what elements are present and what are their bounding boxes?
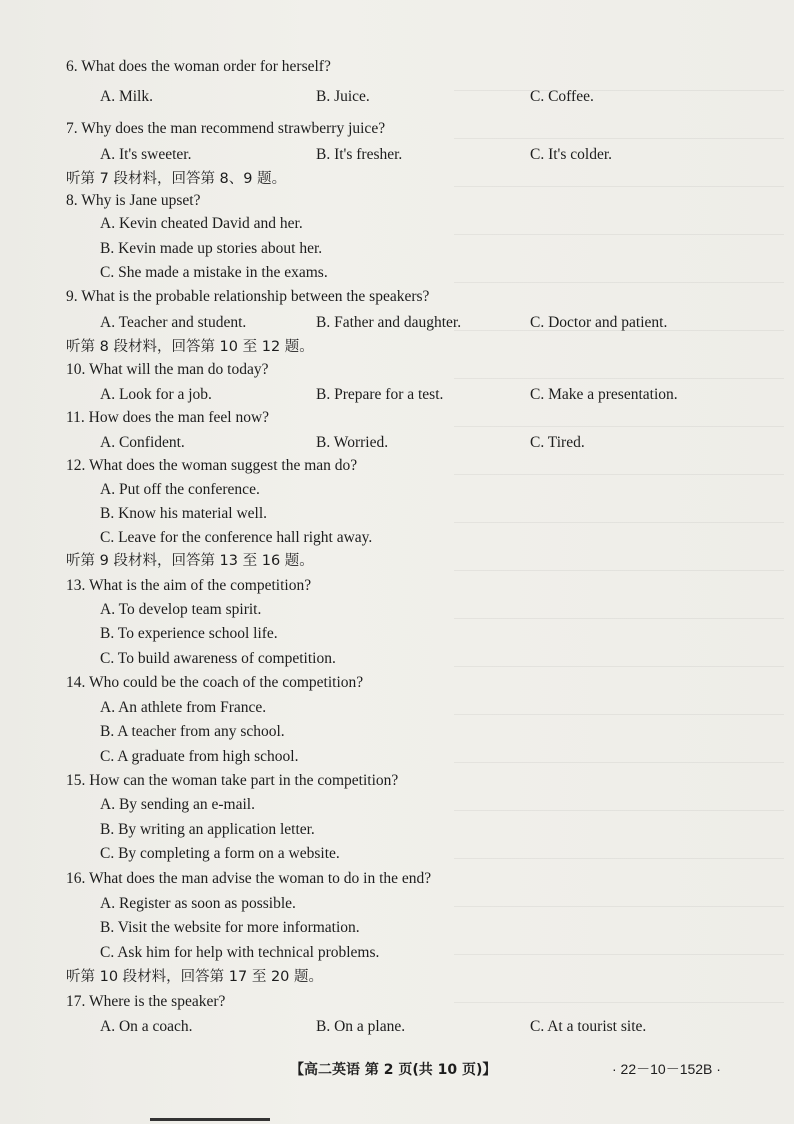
option-text: B. Kevin made up stories about her. [100, 240, 323, 257]
option-text: A. An athlete from France. [100, 699, 267, 716]
question-text: 6. What does the woman order for herself? [66, 58, 331, 75]
section-instruction: 听第 7 段材料，回答第 8、9 题。 [66, 171, 287, 187]
option-c: C. Tired. [530, 434, 585, 451]
question-text: 15. How can the woman take part in the competition? [66, 772, 399, 789]
page-footer-title: 【高二英语 第 2 页(共 10 页)】 [290, 1062, 497, 1078]
question-text: 14. Who could be the coach of the competition? [66, 674, 364, 691]
question-text: 10. What will the man do today? [66, 361, 269, 378]
option-a: A. Confident. [100, 434, 185, 451]
option-c: C. At a tourist site. [530, 1018, 647, 1035]
bleed-through-texture [454, 60, 784, 1040]
option-text: C. Ask him for help with technical problems. [100, 944, 380, 961]
question-text: 13. What is the aim of the competition? [66, 577, 312, 594]
question-text: 8. Why is Jane upset? [66, 192, 201, 209]
option-text: C. A graduate from high school. [100, 748, 299, 765]
option-text: A. Register as soon as possible. [100, 895, 296, 912]
option-text: C. To build awareness of competition. [100, 650, 336, 667]
option-a: A. Milk. [100, 88, 153, 105]
option-text: A. By sending an e-mail. [100, 796, 255, 813]
question-text: 7. Why does the man recommend strawberry juice? [66, 120, 386, 137]
option-c: C. Doctor and patient. [530, 314, 668, 331]
option-text: B. Know his material well. [100, 505, 268, 522]
option-c: C. Make a presentation. [530, 386, 678, 403]
option-b: B. On a plane. [316, 1018, 406, 1035]
option-text: C. She made a mistake in the exams. [100, 264, 328, 281]
question-text: 12. What does the woman suggest the man do? [66, 457, 358, 474]
option-text: C. Leave for the conference hall right away. [100, 529, 373, 546]
question-text: 16. What does the man advise the woman to do in the end? [66, 870, 432, 887]
option-c: C. It's colder. [530, 146, 613, 163]
option-a: A. It's sweeter. [100, 146, 192, 163]
option-b: B. Worried. [316, 434, 389, 451]
page-footer-code: · 22－10－152B · [612, 1061, 721, 1077]
section-instruction: 听第 8 段材料，回答第 10 至 12 题。 [66, 339, 314, 355]
option-text: C. By completing a form on a website. [100, 845, 340, 862]
option-c: C. Coffee. [530, 88, 594, 105]
question-text: 9. What is the probable relationship between the speakers? [66, 288, 430, 305]
question-text: 11. How does the man feel now? [66, 409, 270, 426]
option-text: A. Kevin cheated David and her. [100, 215, 303, 232]
option-text: B. To experience school life. [100, 625, 278, 642]
option-b: B. It's fresher. [316, 146, 403, 163]
option-text: B. By writing an application letter. [100, 821, 315, 838]
option-b: B. Prepare for a test. [316, 386, 444, 403]
option-text: A. Put off the conference. [100, 481, 260, 498]
option-text: B. Visit the website for more information. [100, 919, 360, 936]
option-text: A. To develop team spirit. [100, 601, 262, 618]
option-text: B. A teacher from any school. [100, 723, 285, 740]
option-a: A. Teacher and student. [100, 314, 247, 331]
option-a: A. On a coach. [100, 1018, 193, 1035]
section-instruction: 听第 9 段材料，回答第 13 至 16 题。 [66, 553, 314, 569]
option-b: B. Father and daughter. [316, 314, 462, 331]
option-b: B. Juice. [316, 88, 370, 105]
question-text: 17. Where is the speaker? [66, 993, 226, 1010]
option-a: A. Look for a job. [100, 386, 212, 403]
section-instruction: 听第 10 段材料，回答第 17 至 20 题。 [66, 969, 324, 985]
bottom-rule [150, 1118, 270, 1121]
